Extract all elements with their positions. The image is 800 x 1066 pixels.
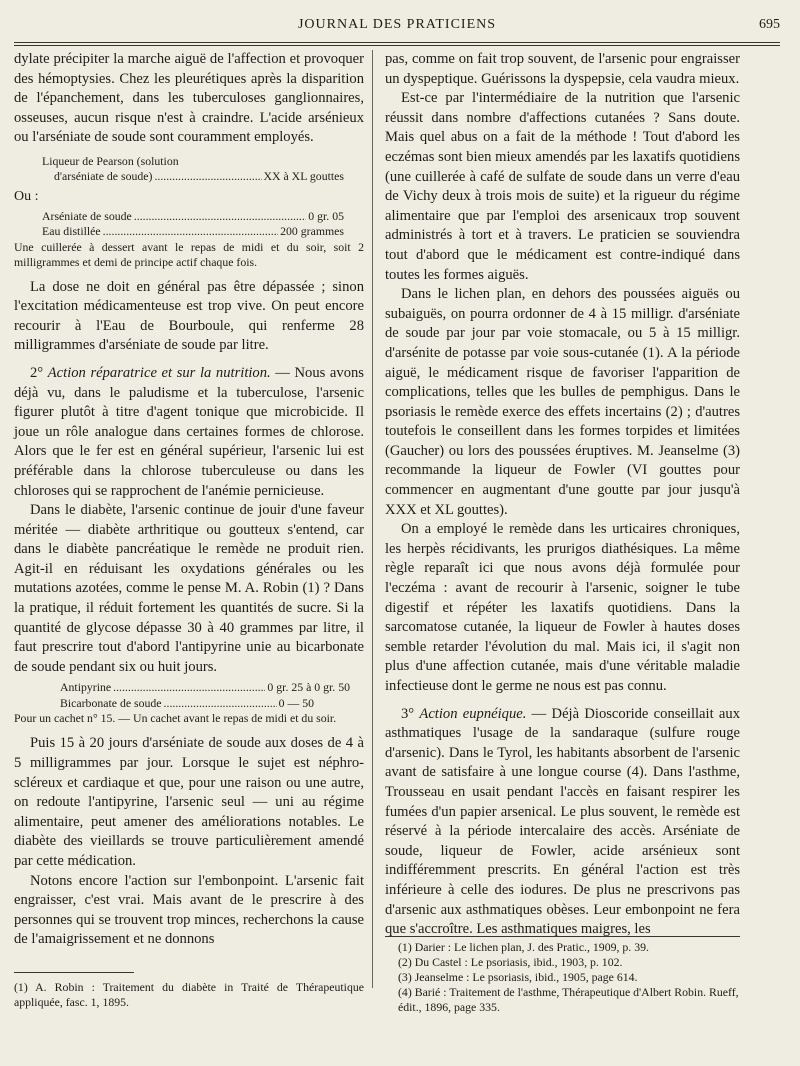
paragraph: On a employé le remède dans les urticaires chroniques, les herpès récidivants, les prurigos diathésiques. La même règle reparaît ici que nous avons déjà formulée pour l'eczéma : avant de recourir à l'arsenic, soigner le tube digestif et répéter les laxatifs quotidiens. Dans la sarcomatose cutanée, la liqueur de Fowler à hautes doses semble retarder l'évolution du mal. Mais ici, il s'agit non plus d'une affection cutanée, mais d'une véritable maladie infectieuse dont le germe ne nous est pas connu. (385, 521, 740, 694)
footnote-rule (385, 936, 740, 937)
leader-dots (134, 209, 307, 225)
page-number: 695 (759, 17, 780, 32)
recipe-label: d'arséniate de soude) (54, 169, 153, 184)
paragraph: pas, comme on fait trop souvent, de l'arsenic pour engraisser un dyspeptique. Guérissons la dyspepsie, cela vaudra mieux. (385, 51, 740, 87)
recipe-label: Eau distillée (42, 224, 101, 239)
paragraph: Puis 15 à 20 jours d'arséniate de soude aux doses de 4 à 5 milligrammes par jour. Lorsque le sujet est néphro-scléreux et cardiaque et que, pour une raison ou une autre, on redoute l'antipyrine, l'arsenic seul — uni au régime alimentaire, peut amener des améliorations notables. Le diabète des vieillards se trouve particulièrement amendé par cette médication. (14, 735, 364, 869)
recipe-label: Arséniate de soude (42, 208, 132, 223)
recipe-label: Antipyrine (60, 680, 112, 695)
recipe-value: XX à XL gouttes (263, 169, 344, 184)
section-title: Action eupnéique. (419, 705, 527, 722)
leader-dots (164, 696, 277, 712)
recipe-value: 0 — 50 (278, 695, 314, 710)
paragraph: dylate précipiter la marche aiguë de l'affection et provoquer des hémoptysies. Chez les pleurétiques après la disparition de l'épanchement, dans les tuberculoses ganglionnaires, osseuses, aucun risque n'est à craindre. L'acide arsénieux ou l'arséniate de soude sont couramment employés. (14, 51, 364, 146)
prescription-block (14, 154, 364, 270)
recipe-note: Pour un cachet n° 15. — Un cachet avant le repas de midi et du soir. (14, 711, 337, 726)
recipe-note: Une cuillerée à dessert avant le repas de midi et du soir, soit 2 milligrammes et demi de principe actif chaque fois. (14, 239, 364, 269)
paragraph-text: — Nous avons déjà vu, dans le paludisme et la tuberculose, l'arsenic figurer plutôt à titre d'agent tonique que microbicide. Il joue un rôle analogue dans certaines formes de chlorose. Alors que le fer est en général supérieur, l'arsenic lui est préférable dans la chlorose tuberculeuse ou dans les chloroses qui se rapprochent de l'anémie pernicieuse. (14, 364, 364, 499)
footnote: (2) Du Castel : Le psoriasis, ibid., 1903, p. 102. (398, 955, 623, 969)
recipe-line (14, 696, 364, 712)
right-column (385, 50, 740, 940)
footnote: (1) Darier : Le lichen plan, J. des Pratic., 1909, p. 39. (398, 940, 649, 954)
column-divider (372, 50, 373, 988)
paragraph (14, 364, 364, 501)
paragraph: Dans le lichen plan, en dehors des poussées aiguës ou subaiguës, on pourra ordonner de 4 à 15 milligr. d'arséniate de soude par jour par voie stomacale, ou 5 à 15 milligr. d'arsénite de potasse par voie sous-cutanée (1). A la période aiguë, le médicament risque de favoriser l'apparition de complications, telles que les bulles de pemphigus. Dans le psoriasis le remède exerce des effets incertains (2) ; d'autres toutefois le conseillent dans les formes torpides et limitées (Gaucher) ou lors des poussées éruptives. M. Jeanselme (3) recommande la liqueur de Fowler (VI gouttes pour commencer en augmentant d'une goutte par jour jusqu'à XXX et XL gouttes). (385, 286, 740, 518)
journal-title: JOURNAL DES PRATICIENS (297, 17, 497, 32)
footnote: (1) A. Robin : Traitement du diabète in Traité de Thérapeutique appliquée, fasc. 1, 1895. (14, 980, 364, 1009)
footnotes-right (398, 940, 753, 1015)
header-rule-double (14, 45, 780, 46)
header-rule (14, 42, 780, 43)
prescription-block (14, 680, 364, 726)
recipe-label: Bicarbonate de soude (60, 695, 162, 710)
section-number: 2° (30, 364, 48, 381)
recipe-value: 0 gr. 05 (308, 208, 344, 223)
leader-dots (113, 680, 265, 696)
recipe-line (14, 154, 364, 170)
recipe-value: 0 gr. 25 à 0 gr. 50 (267, 680, 350, 695)
recipe-line (14, 680, 364, 696)
paragraph: Est-ce par l'intermédiaire de la nutrition que l'arsenic réussit dans nombre d'affections cutanées ? Sans doute. Mais quel abus on a fait de la méthode ! Tout d'abord les eczémas sont bien mieux amendés par les laxatifs quotidiens (une cuillerée à café de sulfate de soude dans un verre d'eau de Vichy deux à trois mois de suite) et la rigueur du régime alimentaire que par l'emploi des arsenicaux trop souvent administrés à tort et à travers. Le praticien se souviendra tout d'abord que le médicament est contre-indiqué dans toutes les formes aiguës. (385, 90, 740, 283)
recipe-line (14, 209, 364, 225)
paragraph-text: — Déjà Dioscoride conseillait aux asthmatiques l'usage de la sandaraque (sulfure rouge d'arsenic). Dans le Tyrol, les habitants absorbent de l'arsenic avant de satisfaire à une longue course (4). Dans l'asthme, Trousseau en usait pendant l'accès en faisant respirer les fumées d'un papier arsenical. Le plus souvent, le remède est réservé à la période intercalaire des accès. Arséniate de soude, liqueur de Fowler, acide arsénieux sont indifféremment prescrits. En général l'action est très inférieure à celle des iodures. De plus ne prescrivons pas d'arsenic aux asthmatiques obèses. Leur embonpoint ne fera que s'accroître. Les asthmatiques maigres, les (385, 705, 740, 938)
recipe-value: 200 grammes (280, 224, 344, 239)
footnote-rule (14, 972, 134, 973)
footnotes-left (14, 980, 364, 1010)
page-header (14, 14, 780, 38)
footnote: (4) Barié : Traitement de l'asthme, Thérapeutique d'Albert Robin. Rueff, édit., 1896, page 335. (398, 985, 739, 1014)
paragraph: La dose ne doit en général pas être dépassée ; sinon l'excitation médicamenteuse est trop vive. On peut encore recourir à l'Eau de Bourboule, qui renferme 28 milligrammes d'arséniate de soude par litre. (14, 278, 364, 354)
section-title: Action réparatrice et sur la nutrition. (47, 364, 271, 381)
paragraph (385, 705, 740, 940)
recipe-alternative: Ou : (14, 188, 39, 204)
footnote: (3) Jeanselme : Le psoriasis, ibid., 1905, page 614. (398, 970, 638, 984)
recipe-text: Liqueur de Pearson (solution (42, 153, 179, 168)
leader-dots (154, 169, 261, 185)
section-number: 3° (401, 705, 420, 722)
recipe-line (14, 169, 364, 185)
paragraph: Notons encore l'action sur l'embonpoint. L'arsenic fait engraisser, c'est vrai. Mais avant de le prescrire à des personnes qui se trouvent trop minces, recherchons la cause de l'amaigrissement et ne donnons (14, 872, 364, 948)
recipe-line (14, 224, 364, 240)
paragraph: Dans le diabète, l'arsenic continue de jouir d'une faveur méritée — diabète arthritique ou goutteux s'entend, car dans le diabète pancréatique le remède ne produit rien. Agit-il en réduisant les oxydations générales ou les mutations azotées, comme le pense M. A. Robin (1) ? Dans la pratique, il réduit fortement les quantités de sucre. Si la quantité de glycose dépasse 30 à 40 grammes par litre, il faut prescrire tout d'abord l'antipyrine unie au bicarbonate de soude pendant six ou huit jours. (14, 502, 364, 675)
left-column (14, 50, 364, 950)
leader-dots (103, 224, 278, 240)
